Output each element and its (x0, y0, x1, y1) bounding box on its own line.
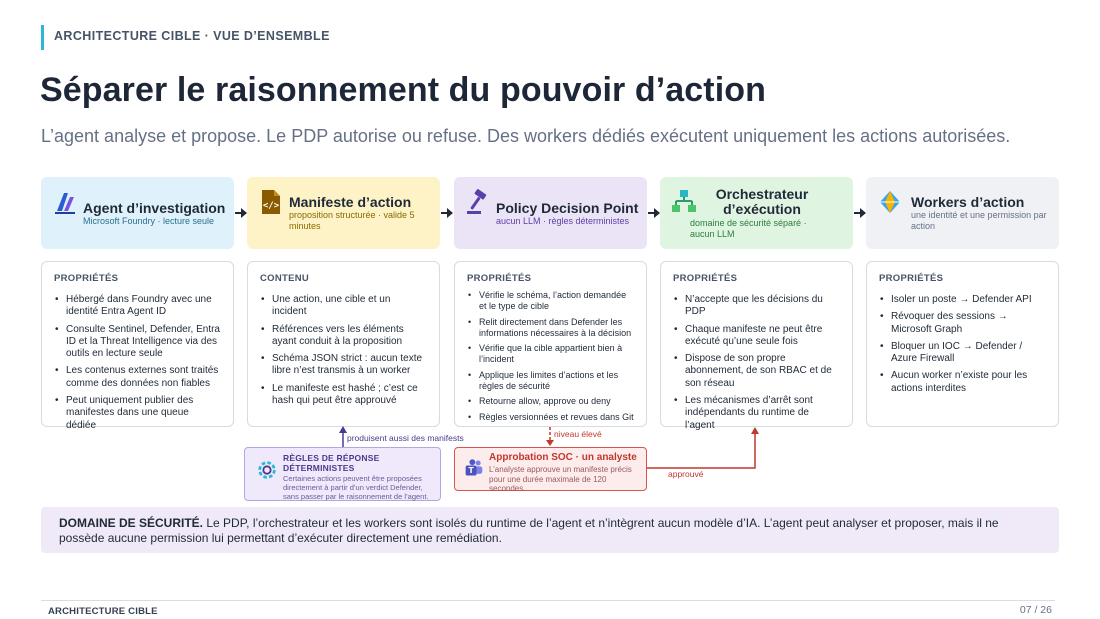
stage-agent (41, 177, 234, 249)
footer-section: ARCHITECTURE CIBLE (48, 606, 158, 617)
worker-icon (878, 189, 902, 215)
list-item: • Références vers les éléments ayant conduit à la proposition (260, 324, 427, 349)
list-item: • Les contenus externes sont traités comme des données non fiables (54, 365, 221, 390)
list-item: • Vérifie que la cible appartient bien à l’incident (467, 343, 634, 366)
flow-arrow (854, 212, 865, 214)
stage-subtitle: aucun LLM · règles déterministes (496, 216, 630, 226)
foundry-icon (53, 189, 77, 215)
stage-title: Agent d’investigation (83, 200, 226, 216)
svg-text:</>: </> (262, 201, 280, 211)
section-accent-bar (41, 25, 44, 50)
json-file-icon (259, 189, 283, 215)
list-item: • Relit directement dans Defender les informations nécessaires à la décision (467, 317, 634, 340)
list-item: • Les mécanismes d’arrêt sont indépendants du runtime de l’agent (673, 395, 840, 432)
rules-text: Certaines actions peuvent être proposées directement à partir d’un verdict Defender, sans passer par le raisonnement de l’agent. (283, 474, 429, 501)
gavel-icon (466, 189, 490, 215)
soc-text: L’analyste approuve un manifeste précis pour une durée maximale de 120 secondes. (489, 465, 632, 493)
list-item: • Le manifeste est hashé ; c’est ce hash qui peut être approuvé (260, 383, 427, 408)
flow-arrow (648, 212, 659, 214)
org-chart-icon (672, 189, 696, 215)
card-agent-properties (41, 261, 234, 431)
pdp-to-soc-arrowhead (546, 440, 554, 446)
list-item: • Schéma JSON strict : aucun texte libre n’est transmis à un worker (260, 353, 427, 378)
flow-label-manifests: produisent aussi des manifests (347, 433, 464, 443)
domain-label: DOMAINE DE SÉCURITÉ. (59, 516, 204, 530)
svg-text:T: T (468, 466, 474, 475)
stage-subtitle: proposition structurée · valide 5 minutes (289, 210, 415, 231)
list-item: • Règles versionnées et revues dans Git (467, 412, 634, 423)
list-item: • N’accepte que les décisions du PDP (673, 294, 840, 319)
list-item: • Applique les limites d’actions et les règles de sécurité (467, 370, 634, 393)
flow-label-approved: approuvé (668, 469, 704, 479)
stage-subtitle: une identité et une permission par action (911, 210, 1047, 231)
card-heading: PROPRIÉTÉS (54, 273, 119, 284)
card-manifest-content (247, 261, 440, 427)
list-item: • Chaque manifeste ne peut être exécuté qu’une seule fois (673, 324, 840, 349)
card-heading: PROPRIÉTÉS (673, 273, 738, 284)
card-heading: CONTENU (260, 273, 310, 284)
stage-manifest (247, 177, 440, 249)
stage-title: Manifeste d’action (289, 194, 412, 210)
card-workers-properties (866, 261, 1059, 427)
rules-to-manifest-arrowhead (339, 426, 347, 433)
card-pdp-properties (454, 261, 647, 427)
rules-title: RÈGLES DE RÉPONSE DÉTERMINISTES (283, 453, 380, 473)
card-heading: PROPRIÉTÉS (467, 273, 532, 284)
stage-subtitle: Microsoft Foundry · lecture seule (83, 216, 215, 226)
list-item: • Retourne allow, approve ou deny (467, 396, 634, 407)
flow-label-high-level: niveau élevé (554, 429, 602, 439)
stage-pdp (454, 177, 647, 249)
card-heading: PROPRIÉTÉS (879, 273, 944, 284)
soc-to-orchestrator-arrow (647, 433, 755, 468)
page-subtitle: L’agent analyse et propose. Le PDP autorise ou refuse. Des workers dédiés exécutent uniquement les actions autorisées. (41, 126, 1011, 146)
domain-text: Le PDP, l’orchestrateur et les workers sont isolés du runtime de l’agent et n’intègrent aucun modèle d’IA. L’agent peut analyser et proposer, mais il ne possède aucune permission lui permettant d’exécuter directement une remédiation. (59, 516, 999, 545)
stage-title: Policy Decision Point (496, 200, 639, 216)
stage-workers (866, 177, 1059, 249)
rules-box (244, 447, 441, 501)
card-orchestrator-properties (660, 261, 853, 431)
security-domain-note (41, 507, 1059, 553)
list-item: • Révoquer des sessions → Microsoft Graph (879, 311, 1046, 336)
list-item: • Peut uniquement publier des manifestes dans une queue dédiée (54, 395, 221, 432)
page-title: Séparer le raisonnement du pouvoir d’action (40, 71, 767, 109)
flow-arrow (235, 212, 246, 214)
flow-arrow (441, 212, 452, 214)
rules-gear-icon (256, 459, 278, 481)
page-number: 07 / 26 (1019, 604, 1052, 616)
soc-title: Approbation SOC · un analyste (489, 452, 637, 463)
list-item: • Aucun worker n’existe pour les actions interdites (879, 370, 1046, 395)
list-item: • Isoler un poste → Defender API (879, 294, 1046, 306)
stage-orchestrator (660, 177, 853, 249)
list-item: • Dispose de son propre abonnement, de son RBAC et de son réseau (673, 353, 840, 390)
stage-subtitle: domaine de sécurité séparé · aucun LLM (690, 218, 807, 239)
stage-title: Workers d’action (911, 194, 1025, 210)
stage-title: Orchestrateur d’exécution (715, 186, 809, 217)
soc-approval-box (454, 447, 647, 491)
list-item: • Consulte Sentinel, Defender, Entra ID et la Threat Intelligence via des outils en lecture seule (54, 324, 221, 361)
teams-icon (464, 458, 484, 478)
list-item: • Bloquer un IOC → Defender / Azure Firewall (879, 341, 1046, 366)
list-item: • Vérifie le schéma, l’action demandée et le type de cible (467, 290, 634, 313)
list-item: • Hébergé dans Foundry avec une identité Entra Agent ID (54, 294, 221, 319)
section-label: ARCHITECTURE CIBLE · VUE D’ENSEMBLE (54, 29, 330, 43)
list-item: • Une action, une cible et un incident (260, 294, 427, 319)
footer-divider (41, 600, 1055, 601)
